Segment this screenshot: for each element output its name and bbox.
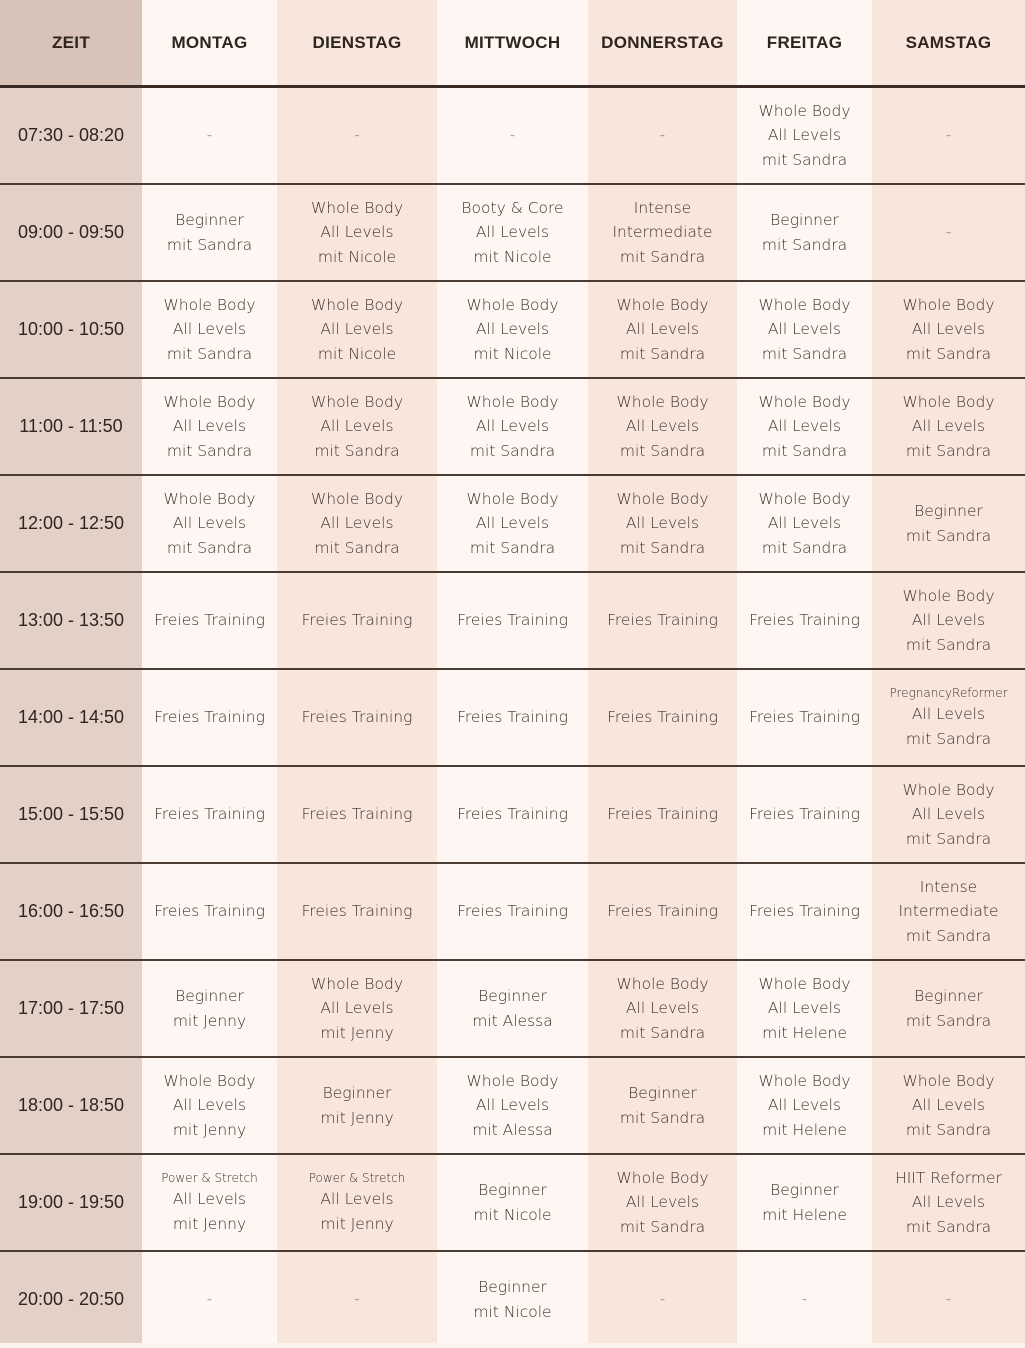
- instructor: mit Sandra: [166, 344, 253, 363]
- class-name: Beginner: [770, 211, 839, 229]
- instructor: mit Sandra: [314, 538, 400, 557]
- empty-slot: -: [659, 1290, 666, 1309]
- class-cell-donnerstag: [588, 669, 737, 766]
- empty-slot: -: [206, 1290, 213, 1309]
- empty-slot: -: [509, 126, 516, 145]
- instructor: mit Alessa: [472, 1120, 553, 1139]
- time-slot: 11:00 - 11:50: [19, 416, 123, 436]
- class-cell-samstag: [872, 1154, 1025, 1251]
- class-cell-freitag: [737, 1154, 872, 1251]
- class-name: Whole Body: [902, 295, 995, 314]
- class-level: All Levels: [475, 514, 550, 533]
- class-name: Booty & Core: [461, 198, 564, 217]
- class-level: All Levels: [767, 320, 842, 339]
- class-cell-freitag: [737, 378, 872, 475]
- class-cell-mittwoch: [437, 863, 588, 960]
- class-name: Freies Training: [154, 902, 265, 921]
- class-cell-mittwoch: [437, 87, 588, 184]
- class-level: All Levels: [911, 611, 986, 630]
- class-cell-montag: [142, 184, 277, 281]
- instructor: mit Nicole: [317, 247, 397, 266]
- class-level: All Levels: [172, 417, 247, 436]
- class-cell-montag: [142, 378, 277, 475]
- class-cell-samstag: [872, 863, 1025, 960]
- class-cell-freitag: [737, 87, 872, 184]
- class-name: Whole Body: [758, 101, 851, 120]
- empty-slot: -: [659, 126, 666, 145]
- class-level: All Levels: [320, 1190, 394, 1208]
- class-level: All Levels: [475, 320, 550, 339]
- class-name: Whole Body: [758, 1071, 851, 1090]
- instructor: mit Jenny: [320, 1023, 394, 1042]
- class-name: Beginner: [628, 1084, 697, 1102]
- empty-slot: -: [206, 126, 213, 145]
- class-level: All Levels: [172, 514, 247, 533]
- class-cell-montag: [142, 87, 277, 184]
- class-name: PregnancyReformer: [889, 686, 1008, 700]
- class-cell-montag: [142, 1154, 277, 1251]
- class-level: All Levels: [320, 417, 394, 436]
- class-cell-dienstag: [277, 669, 437, 766]
- instructor: mit Sandra: [314, 441, 400, 460]
- header-montag: MONTAG: [171, 33, 248, 52]
- time-slot: 18:00 - 18:50: [17, 1095, 125, 1115]
- class-cell-donnerstag: [588, 281, 737, 378]
- class-cell-mittwoch: [437, 572, 588, 669]
- class-cell-freitag: [737, 1251, 872, 1348]
- class-name: Whole Body: [163, 489, 256, 508]
- class-name: Whole Body: [758, 489, 851, 508]
- class-cell-montag: [142, 281, 277, 378]
- class-cell-dienstag: [277, 1251, 437, 1348]
- class-level: All Levels: [767, 126, 842, 145]
- time-slot: 10:00 - 10:50: [17, 319, 125, 339]
- class-cell-donnerstag: [588, 863, 737, 960]
- instructor: mit Sandra: [619, 1108, 706, 1127]
- class-cell-donnerstag: [588, 1251, 737, 1348]
- time-slot: 15:00 - 15:50: [17, 804, 125, 824]
- instructor: mit Nicole: [473, 1302, 552, 1321]
- empty-slot: -: [945, 126, 952, 145]
- class-name: Whole Body: [902, 392, 995, 411]
- class-cell-montag: [142, 863, 277, 960]
- class-cell-mittwoch: [437, 475, 588, 572]
- class-name: Beginner: [175, 987, 244, 1005]
- class-cell-mittwoch: [437, 184, 588, 281]
- header-dienstag: DIENSTAG: [312, 33, 402, 52]
- class-cell-freitag: [737, 475, 872, 572]
- class-name: HIIT Reformer: [895, 1168, 1002, 1187]
- time-slot: 13:00 - 13:50: [17, 610, 125, 630]
- class-name: Whole Body: [616, 295, 709, 314]
- class-level: All Levels: [320, 514, 394, 533]
- class-cell-mittwoch: [437, 669, 588, 766]
- class-name: Whole Body: [758, 295, 851, 314]
- class-cell-mittwoch: [437, 1057, 588, 1154]
- class-cell-samstag: [872, 572, 1025, 669]
- class-cell-donnerstag: [588, 475, 737, 572]
- class-name: Beginner: [175, 211, 244, 229]
- instructor: mit Sandra: [905, 635, 992, 654]
- class-level: All Levels: [625, 320, 700, 339]
- class-cell-samstag: [872, 669, 1025, 766]
- class-name: Beginner: [478, 1181, 547, 1199]
- class-cell-montag: [142, 1057, 277, 1154]
- class-name: Freies Training: [301, 611, 413, 630]
- instructor: mit Sandra: [905, 344, 992, 363]
- class-cell-freitag: [737, 184, 872, 281]
- class-name: Whole Body: [310, 295, 404, 314]
- instructor: mit Alessa: [472, 1011, 553, 1030]
- empty-slot: -: [354, 126, 360, 145]
- class-level: All Levels: [911, 1096, 986, 1115]
- instructor: mit Sandra: [166, 441, 253, 460]
- class-cell-dienstag: [277, 378, 437, 475]
- class-name: Freies Training: [749, 708, 860, 727]
- class-name: Freies Training: [607, 805, 718, 824]
- class-name: Whole Body: [163, 392, 256, 411]
- class-name: Freies Training: [749, 902, 860, 921]
- header-samstag: SAMSTAG: [905, 33, 992, 52]
- time-slot: 14:00 - 14:50: [17, 707, 125, 727]
- instructor: mit Jenny: [320, 1108, 394, 1127]
- class-cell-dienstag: [277, 184, 437, 281]
- class-level: All Levels: [767, 417, 842, 436]
- instructor: mit Sandra: [761, 441, 848, 460]
- instructor: mit Nicole: [473, 247, 552, 266]
- instructor: mit Sandra: [905, 1217, 992, 1236]
- class-cell-donnerstag: [588, 184, 737, 281]
- instructor: mit Sandra: [905, 729, 992, 748]
- class-cell-freitag: [737, 669, 872, 766]
- class-cell-freitag: [737, 281, 872, 378]
- class-level: All Levels: [767, 514, 842, 533]
- instructor: mit Sandra: [619, 247, 706, 266]
- instructor: mit Sandra: [619, 538, 706, 557]
- class-name: Whole Body: [310, 198, 404, 217]
- class-level: All Levels: [911, 805, 986, 824]
- class-cell-montag: [142, 960, 277, 1057]
- class-cell-freitag: [737, 1057, 872, 1154]
- class-name: Freies Training: [457, 902, 568, 921]
- class-level: All Levels: [625, 1193, 700, 1212]
- class-cell-samstag: [872, 87, 1025, 184]
- instructor: mit Sandra: [469, 441, 556, 460]
- class-cell-dienstag: [277, 281, 437, 378]
- class-cell-samstag: [872, 184, 1025, 281]
- class-name: Beginner: [770, 1181, 839, 1199]
- instructor: mit Helene: [762, 1023, 847, 1042]
- instructor: mit Helene: [762, 1205, 847, 1224]
- class-cell-montag: [142, 475, 277, 572]
- class-cell-dienstag: [277, 475, 437, 572]
- time-slot: 12:00 - 12:50: [17, 513, 125, 533]
- class-name: Whole Body: [616, 489, 709, 508]
- class-level: All Levels: [172, 1096, 247, 1115]
- instructor: mit Sandra: [761, 150, 848, 169]
- class-level: All Levels: [475, 223, 550, 242]
- class-name: Whole Body: [902, 1071, 995, 1090]
- class-level: Intermediate: [612, 223, 713, 242]
- class-cell-samstag: [872, 475, 1025, 572]
- time-slot: 07:30 - 08:20: [17, 125, 125, 145]
- class-cell-samstag: [872, 1251, 1025, 1348]
- class-name: Freies Training: [154, 708, 265, 727]
- class-cell-dienstag: [277, 1057, 437, 1154]
- class-name: Whole Body: [466, 392, 559, 411]
- class-name: Whole Body: [466, 295, 559, 314]
- instructor: mit Sandra: [761, 344, 848, 363]
- class-name: Freies Training: [301, 805, 413, 824]
- class-name: Freies Training: [457, 708, 568, 727]
- class-cell-mittwoch: [437, 1154, 588, 1251]
- class-name: Whole Body: [616, 392, 709, 411]
- header-donnerstag: DONNERSTAG: [601, 33, 724, 52]
- class-cell-donnerstag: [588, 1057, 737, 1154]
- class-name: Intense: [633, 198, 692, 217]
- class-level: All Levels: [911, 320, 986, 339]
- class-name: Beginner: [478, 1278, 547, 1296]
- class-cell-montag: [142, 1251, 277, 1348]
- class-level: All Levels: [625, 417, 700, 436]
- class-level: All Levels: [911, 417, 986, 436]
- class-cell-dienstag: [277, 87, 437, 184]
- instructor: mit Nicole: [317, 344, 397, 363]
- class-cell-montag: [142, 669, 277, 766]
- class-name: Whole Body: [616, 974, 709, 993]
- class-cell-freitag: [737, 766, 872, 863]
- instructor: mit Jenny: [172, 1120, 247, 1139]
- instructor: mit Jenny: [172, 1214, 247, 1233]
- instructor: mit Sandra: [469, 538, 556, 557]
- class-name: Beginner: [322, 1084, 392, 1102]
- class-name: Beginner: [914, 987, 983, 1005]
- instructor: mit Sandra: [905, 526, 992, 545]
- class-level: All Levels: [475, 1096, 550, 1115]
- header-freitag: FREITAG: [766, 33, 843, 52]
- class-name: Whole Body: [310, 974, 404, 993]
- class-name: Intense: [919, 877, 978, 896]
- class-name: Whole Body: [902, 586, 995, 605]
- instructor: mit Sandra: [619, 344, 706, 363]
- instructor: mit Sandra: [905, 829, 992, 848]
- class-name: Freies Training: [607, 902, 718, 921]
- class-name: Whole Body: [466, 1071, 559, 1090]
- class-cell-dienstag: [277, 1154, 437, 1251]
- class-cell-samstag: [872, 281, 1025, 378]
- instructor: mit Sandra: [619, 441, 706, 460]
- class-cell-samstag: [872, 766, 1025, 863]
- instructor: mit Helene: [762, 1120, 847, 1139]
- class-cell-freitag: [737, 863, 872, 960]
- empty-slot: -: [945, 223, 952, 242]
- class-name: Whole Body: [758, 974, 851, 993]
- class-level: All Levels: [911, 1193, 986, 1212]
- class-cell-montag: [142, 572, 277, 669]
- class-name: Freies Training: [607, 611, 718, 630]
- header-time: ZEIT: [51, 33, 91, 52]
- time-slot: 16:00 - 16:50: [17, 901, 125, 921]
- class-cell-donnerstag: [588, 960, 737, 1057]
- class-name: Whole Body: [758, 392, 851, 411]
- class-cell-dienstag: [277, 960, 437, 1057]
- class-name: Freies Training: [154, 611, 265, 630]
- header-mittwoch: MITTWOCH: [464, 33, 561, 52]
- class-cell-donnerstag: [588, 87, 737, 184]
- class-cell-mittwoch: [437, 378, 588, 475]
- class-cell-donnerstag: [588, 378, 737, 475]
- class-name: Power & Stretch: [161, 1171, 258, 1185]
- class-name: Beginner: [478, 987, 547, 1005]
- class-cell-dienstag: [277, 863, 437, 960]
- class-name: Whole Body: [902, 780, 995, 799]
- class-level: All Levels: [625, 514, 700, 533]
- time-slot: 20:00 - 20:50: [17, 1289, 125, 1309]
- class-cell-dienstag: [277, 766, 437, 863]
- class-cell-montag: [142, 766, 277, 863]
- instructor: mit Sandra: [619, 1217, 706, 1236]
- class-cell-freitag: [737, 960, 872, 1057]
- class-cell-samstag: [872, 378, 1025, 475]
- instructor: mit Nicole: [473, 344, 552, 363]
- class-name: Freies Training: [607, 708, 718, 727]
- class-name: Whole Body: [616, 1168, 709, 1187]
- class-level: All Levels: [767, 1096, 842, 1115]
- class-name: Freies Training: [301, 902, 413, 921]
- class-name: Freies Training: [457, 805, 568, 824]
- class-cell-donnerstag: [588, 766, 737, 863]
- class-cell-mittwoch: [437, 766, 588, 863]
- instructor: mit Sandra: [619, 1023, 706, 1042]
- class-name: Freies Training: [301, 708, 413, 727]
- class-cell-donnerstag: [588, 572, 737, 669]
- class-cell-donnerstag: [588, 1154, 737, 1251]
- class-cell-mittwoch: [437, 960, 588, 1057]
- class-name: Whole Body: [310, 489, 404, 508]
- class-name: Whole Body: [466, 489, 559, 508]
- instructor: mit Sandra: [905, 926, 992, 945]
- class-level: All Levels: [320, 320, 394, 339]
- class-level: All Levels: [625, 999, 700, 1018]
- instructor: mit Sandra: [905, 1011, 992, 1030]
- instructor: mit Sandra: [905, 1120, 992, 1139]
- empty-slot: -: [801, 1290, 808, 1309]
- class-name: Power & Stretch: [308, 1171, 406, 1185]
- class-level: All Levels: [767, 999, 842, 1018]
- class-cell-mittwoch: [437, 281, 588, 378]
- class-name: Whole Body: [163, 295, 256, 314]
- class-level: All Levels: [320, 999, 394, 1018]
- empty-slot: -: [945, 1290, 952, 1309]
- time-slot: 19:00 - 19:50: [17, 1192, 125, 1212]
- class-name: Freies Training: [749, 611, 860, 630]
- class-level: All Levels: [911, 705, 986, 723]
- instructor: mit Jenny: [172, 1011, 247, 1030]
- class-name: Whole Body: [163, 1071, 256, 1090]
- class-cell-samstag: [872, 1057, 1025, 1154]
- class-name: Whole Body: [310, 392, 404, 411]
- class-name: Freies Training: [749, 805, 860, 824]
- time-slot: 17:00 - 17:50: [17, 998, 125, 1018]
- class-name: Beginner: [914, 502, 983, 520]
- class-cell-freitag: [737, 572, 872, 669]
- instructor: mit Sandra: [905, 441, 992, 460]
- class-level: All Levels: [475, 417, 550, 436]
- instructor: mit Sandra: [761, 235, 848, 254]
- class-cell-samstag: [872, 960, 1025, 1057]
- class-cell-mittwoch: [437, 1251, 588, 1348]
- class-name: Freies Training: [154, 805, 265, 824]
- time-slot: 09:00 - 09:50: [17, 222, 125, 242]
- instructor: mit Sandra: [761, 538, 848, 557]
- class-level: All Levels: [172, 320, 247, 339]
- class-level: Intermediate: [898, 902, 999, 921]
- instructor: mit Jenny: [320, 1214, 394, 1233]
- instructor: mit Sandra: [166, 538, 253, 557]
- empty-slot: -: [354, 1290, 360, 1309]
- class-cell-dienstag: [277, 572, 437, 669]
- instructor: mit Sandra: [166, 235, 253, 254]
- instructor: mit Nicole: [473, 1205, 552, 1224]
- class-name: Freies Training: [457, 611, 568, 630]
- class-level: All Levels: [320, 223, 394, 242]
- class-level: All Levels: [172, 1190, 247, 1208]
